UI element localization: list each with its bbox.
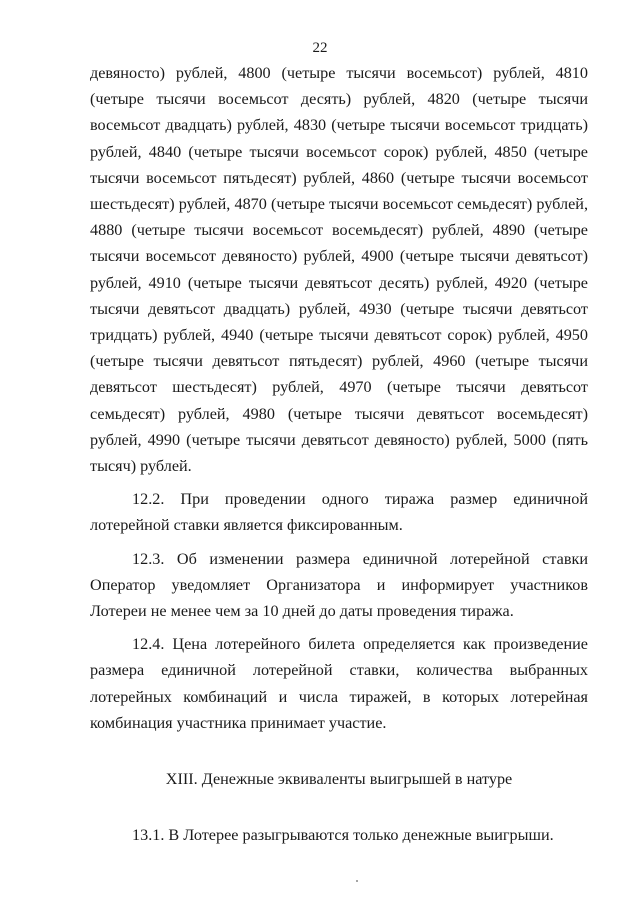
section-heading: XIII. Денежные эквиваленты выигрышей в натуре (165, 770, 513, 789)
document-body (90, 60, 588, 848)
paragraph-12-4: 12.4. Цена лотерейного билета определяется как произведение размера единичной лотерейной ставки, количества выбранных лотерейных комбинаций и числа тиражей, в которых лотерейная комбинация участника принимает участие. (90, 635, 588, 732)
page-number: 22 (312, 40, 328, 56)
paragraph-12-2: 12.2. При проведении одного тиража размер единичной лотерейной ставки является фиксированным. (90, 490, 588, 535)
scan-speck (356, 880, 358, 882)
paragraph-12-3: 12.3. Об изменении размера единичной лотерейной ставки Оператор уведомляет Организатора и информирует участников Лотереи не менее чем за 10 дней до даты проведения тиража. (90, 549, 588, 621)
paragraph-continuation: девяносто) рублей, 4800 (четыре тысячи восемьсот) рублей, 4810 (четыре тысячи восемьсот десять) рублей, 4820 (четыре тысячи восемьсот двадцать) рублей, 4830 (четыре тысячи восемьсот тридцать) рублей, 4840 (четыре тысячи восемьсот сорок) рублей, 4850 (четыре тысячи восемьсот пятьдесят) рублей, 4860 (четыре тысячи восемьсот шестьдесят) рублей, 4870 (четыре тысячи восемьсот семьдесят) рублей, 4880 (четыре тысячи восемьсот восемьдесят) рублей, 4890 (четыре тысячи восемьсот девяносто) рублей, 4900 (четыре тысячи девятьсот) рублей, 4910 (четыре тысячи девятьсот десять) рублей, 4920 (четыре тысячи девятьсот двадцать) рублей, 4930 (четыре тысячи девятьсот тридцать) рублей, 4940 (четыре тысячи девятьсот сорок) рублей, 4950 (четыре тысячи девятьсот пятьдесят) рублей, 4960 (четыре тысячи девятьсот шестьдесят) рублей, 4970 (четыре тысячи девятьсот семьдесят) рублей, 4980 (четыре тысячи девятьсот восемьдесят) рублей, 4990 (четыре тысячи девятьсот девяносто) рублей, 5000 (пять тысяч) рублей. (90, 64, 588, 476)
paragraph-13-1: 13.1. В Лотерее разыгрываются только денежные выигрыши. (132, 826, 554, 845)
